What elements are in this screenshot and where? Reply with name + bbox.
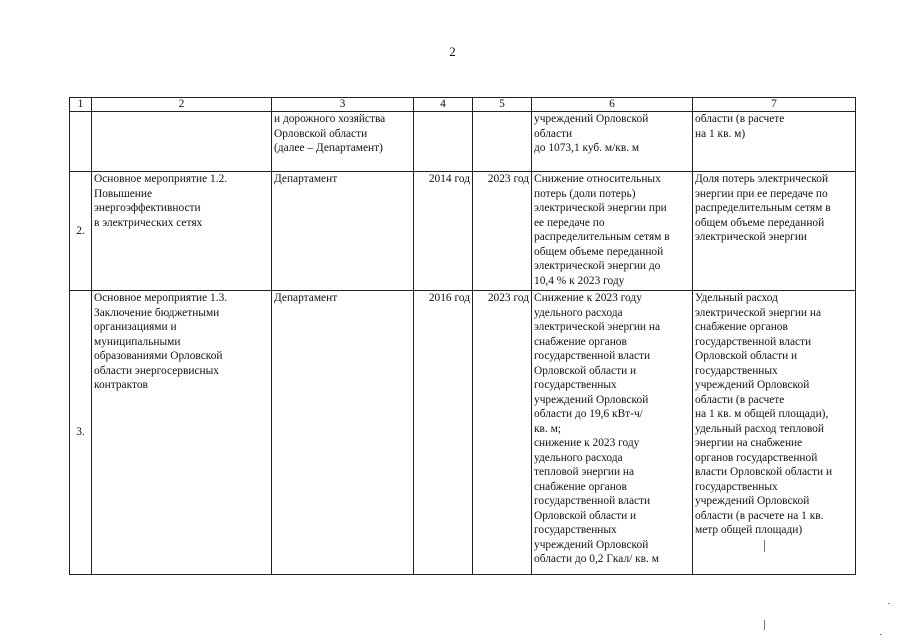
- column-header: 1: [70, 98, 92, 112]
- column-header: 5: [473, 98, 532, 112]
- end-year-cell: 2023 год: [473, 172, 532, 291]
- column-header: 2: [92, 98, 272, 112]
- program-activities-table: [69, 97, 856, 575]
- scan-mark: [764, 620, 765, 630]
- row-number: 2.: [70, 172, 92, 291]
- start-year-cell: 2016 год: [414, 291, 473, 575]
- activity-cell: Основное мероприятие 1.2. Повышение энергоэффективности в электрических сетях: [92, 172, 272, 291]
- result-cell: учреждений Орловской области до 1073,1 куб. м/кв. м: [532, 112, 693, 172]
- indicator-cell: области (в расчете на 1 кв. м): [693, 112, 856, 172]
- executor-cell: Департамент: [272, 291, 414, 575]
- table-row: [70, 172, 856, 291]
- scan-speck: [888, 603, 890, 604]
- executor-cell: и дорожного хозяйства Орловской области (далее – Департамент): [272, 112, 414, 172]
- indicator-cell: Доля потерь электрической энергии при ее передаче по распределительным сетям в общем объеме переданной электрической энергии: [693, 172, 856, 291]
- result-cell: Снижение к 2023 году удельного расхода электрической энергии на снабжение органов государственной власти Орловской области и государственных учреждений Орловской области до 19,6 кВт-ч/ кв. м; снижение к 2023 году удельного расхода тепловой энергии на снабжение органов государственной власти Орловской области и государственных учреждений Орловской области до 0,2 Гкал/ кв. м: [532, 291, 693, 575]
- row-number: 3.: [70, 291, 92, 575]
- activity-cell: [92, 112, 272, 172]
- start-year-cell: [414, 112, 473, 172]
- page-number: 2: [449, 44, 456, 59]
- column-header: 7: [693, 98, 856, 112]
- column-header: 3: [272, 98, 414, 112]
- table-row: [70, 291, 856, 575]
- executor-cell: Департамент: [272, 172, 414, 291]
- scan-mark: [764, 540, 765, 552]
- scan-speck: [880, 634, 882, 635]
- column-header: 4: [414, 98, 473, 112]
- end-year-cell: 2023 год: [473, 291, 532, 575]
- table-header-row: [70, 98, 856, 112]
- table-row: [70, 112, 856, 172]
- column-header: 6: [532, 98, 693, 112]
- result-cell: Снижение относительных потерь (доли потерь) электрической энергии при ее передаче по распределительным сетям в общем объеме переданной электрической энергии до 10,4 % к 2023 году: [532, 172, 693, 291]
- activity-cell: Основное мероприятие 1.3. Заключение бюджетными организациями и муниципальными образованиями Орловской области энергосервисных контрактов: [92, 291, 272, 575]
- row-number: [70, 112, 92, 172]
- indicator-cell: Удельный расход электрической энергии на снабжение органов государственной власти Орловской области и государственных учреждений Орловской области (в расчете на 1 кв. м общей площади), удельный расход тепловой энергии на снабжение органов государственной власти Орловской области и государственных учреждений Орловской области (в расчете на 1 кв. метр общей площади): [693, 291, 856, 575]
- end-year-cell: [473, 112, 532, 172]
- start-year-cell: 2014 год: [414, 172, 473, 291]
